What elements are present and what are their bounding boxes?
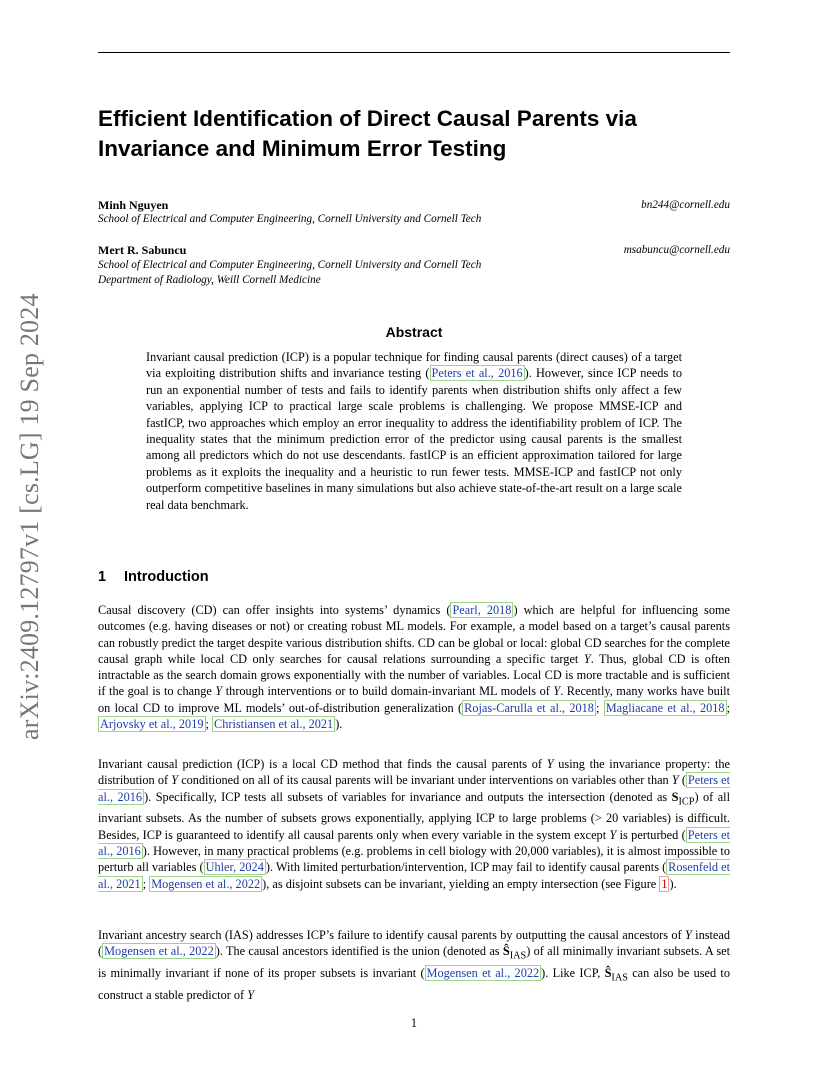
author-email-2[interactable]: msabuncu@cornell.edu [623,244,730,256]
intro-paragraph-1: Causal discovery (CD) can offer insights into systems’ dynamics ( Pearl, 2018 ) which are helpful for influencing some outcomes (e.g. having diseases or not) or creating robust ML models. For example, a model based on a target’s causal parents can robustly predict the target despite various distribution shifts. CD can be global or local: global CD searches for the complete causal graph while local CD only searches for causal relations surrounding a specific target Y. Thus, global CD is often intractable as the search domain grows exponentially with the number of variables. Local CD is more tractable and is sufficient if the goal is to change Y through interventions or to build domain-invariant ML models of Y. Recently, many works have built on local CD to improve ML models’ out-of-distribution generalization ( Rojas-Carulla et al., 2018 ; Magliacane et al., 2018 ; Arjovsky et al., 2019 ; Christiansen et al., 2021 ). [98,603,730,732]
citation-link[interactable]: Magliacane et al., 2018 [605,700,725,715]
author-affiliation-2b: Department of Radiology, Weill Cornell Medicine [98,274,321,286]
author-name-2: Mert R. Sabuncu [98,243,187,257]
section-title: Introduction [124,569,209,585]
author-name-1: Minh Nguyen [98,198,169,212]
citation-link[interactable]: Arjovsky et al., 2019 [100,717,204,732]
author-affiliation-1: School of Electrical and Computer Engineering, Cornell University and Cornell Tech [98,213,482,225]
citation-link[interactable]: Pearl, 2018 [452,603,512,617]
citation-link[interactable]: Peters et al., 2016 [98,827,730,858]
citation-link[interactable]: Mogensen et al., 2022 [426,966,540,981]
citation-link[interactable]: Mogensen et al., 2022 [104,944,214,959]
abstract-heading: Abstract [385,324,443,340]
intro-paragraph-3: Invariant ancestry search (IAS) addresses ICP’s failure to identify causal parents by outputting the causal ancestors of Y instead ( Mogensen et al., 2022 ). The causal ancestors identified is the union (denoted as $Ŝ_{IAS}$) of all minimally invariant subsets. A set is minimally invariant if none of its proper subsets is invariant ( Mogensen et al., 2022 ). Like ICP, $Ŝ_{IAS}$ can also be used to construct a stable predictor of Y [98,928,730,1002]
citation-link[interactable]: Mogensen et al., 2022 [151,876,261,891]
page-number: 1 [410,1016,418,1030]
abstract-body: Invariant causal prediction (ICP) is a popular technique for finding causal parents (direct causes) of a target via exploiting distribution shifts and invariance testing ( Peters et al., 2016 ). However, since ICP needs to run an exponential number of tests and fails to identify parents when distribution shifts only affect a few variables, applying ICP to practical large scale problems is challenging. We propose MMSE-ICP and fastICP, two approaches which employ an error inequality to address the identifiability problem of ICP. The inequality states that the minimum prediction error of the predictor using causal parents is the smallest among all predictors which do not use descendants. fastICP is an efficient approximation tailored for large problems as it exploits the inequality and a heuristic to run fewer tests. MMSE-ICP and fastICP not only outperform competitive baselines in many simulations but also achieve state-of-the-art result on a large scale real data benchmark. [146,350,683,512]
figure-reference-link[interactable]: 1 [661,876,668,891]
intro-paragraph-2: Invariant causal prediction (ICP) is a local CD method that finds the causal parents of Y using the invariance property: the distribution of Y conditioned on all of its causal parents will be invariant under interventions on variables other than Y ( Peters et al., 2016 ). Specifically, ICP tests all subsets of variables for invariance and outputs the intersection (denoted as $S_{ICP}$) of all invariant subsets. As the number of subsets grows exponentially, applying ICP to large problems (> 20 variables) is difficult. Besides, ICP is guaranteed to identify all causal parents only when every variable in the system except Y is perturbed ( Peters et al., 2016 ). However, in many practical problems (e.g. problems in cell biology with 20,000 variables), it is almost impossible to perturb all variables ( Uhler, 2024 ). With limited perturbation/intervention, ICP may fail to identify causal parents ( Rosenfeld et al., 2021 ; Mogensen et al., 2022 ), as disjoint subsets can be invariant, yielding an empty intersection (see Figure 1 ). [98,757,731,891]
citation-link[interactable]: Rosenfeld et al., 2021 [98,860,731,891]
section-number: 1 [98,569,107,585]
section-heading-introduction [98,569,209,585]
author-email-1[interactable]: bn244@cornell.edu [641,199,730,211]
citation-link[interactable]: Rojas-Carulla et al., 2018 [464,700,594,715]
citation-link[interactable]: Peters et al., 2016 [98,773,730,804]
author-affiliation-2a: School of Electrical and Computer Engineering, Cornell University and Cornell Tech [98,259,482,271]
arxiv-identifier: arXiv:2409.12797v1 [cs.LG] 19 Sep 2024 [15,293,44,740]
paper-title: Efficient Identification of Direct Causal Parents via Invariance and Minimum Error Testing [98,106,637,161]
top-rule [98,52,730,53]
citation-link[interactable]: Peters et al., 2016 [431,366,523,381]
citation-link[interactable]: Christiansen et al., 2021 [214,717,334,732]
citation-link[interactable]: Uhler, 2024 [205,860,264,875]
